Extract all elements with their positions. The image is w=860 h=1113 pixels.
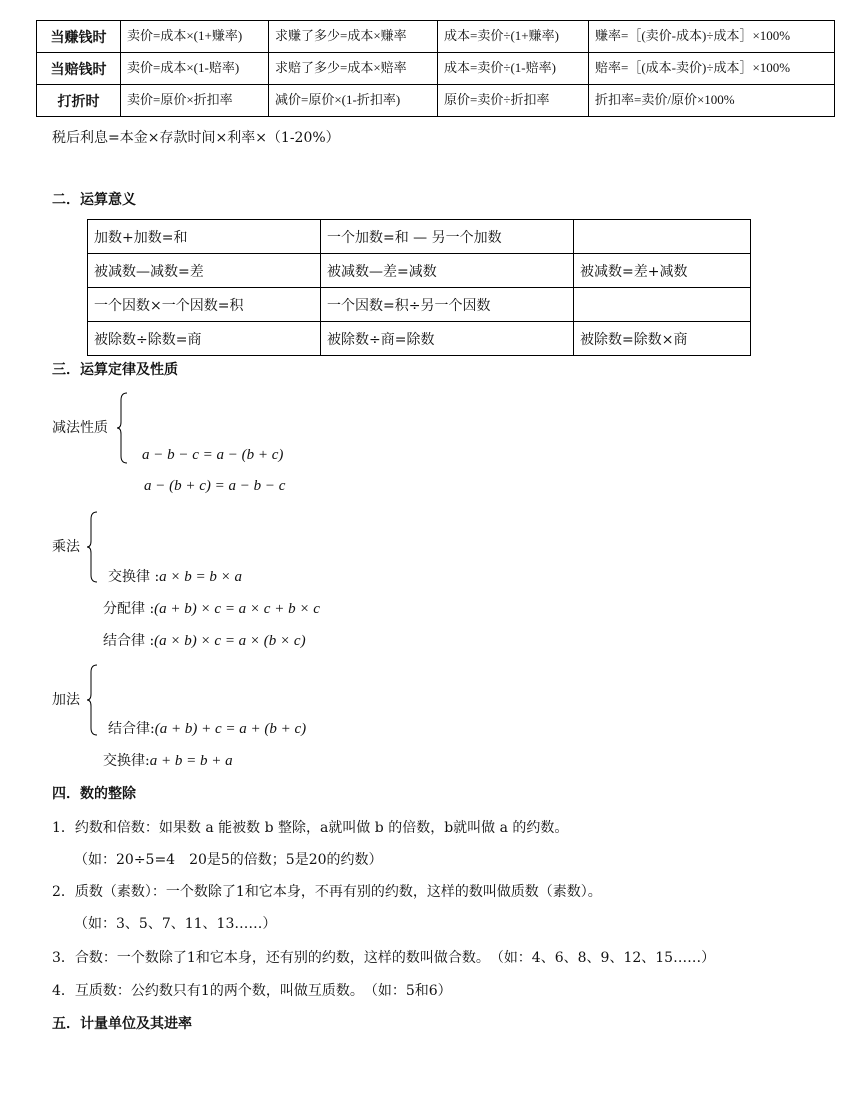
table-row	[88, 322, 751, 356]
table-cell: 一个因数×一个因数=积	[88, 288, 321, 322]
section-heading: 三．运算定律及性质	[52, 362, 178, 378]
table-cell: 赔率=［(成本-卖价)÷成本］×100%	[589, 53, 835, 85]
table-cell: 被减数—差=减数	[321, 254, 574, 288]
paragraph-line: （如：20÷5=4 20是5的倍数；5是20的约数）	[74, 852, 383, 868]
table-cell: 卖价=成本×(1+赚率)	[121, 21, 269, 53]
law-line: 交换律 :a × b = b × a	[108, 569, 243, 585]
law-formula: a + b = b + a	[149, 753, 233, 769]
law-name: 结合律	[108, 721, 150, 737]
section-heading: 四．数的整除	[52, 786, 136, 802]
table-cell: 被减数=差+减数	[574, 254, 751, 288]
left-brace-icon	[116, 392, 128, 464]
law-line: 交换律:a + b = b + a	[103, 753, 233, 769]
left-brace-icon	[86, 511, 98, 583]
table-cell: 赚率=［(卖价-成本)÷成本］×100%	[589, 21, 835, 53]
law-name: 交换律	[103, 753, 145, 769]
table-cell: 被除数÷商=除数	[321, 322, 574, 356]
row-header: 打折时	[37, 85, 121, 117]
table-row	[88, 220, 751, 254]
row-header: 当赔钱时	[37, 53, 121, 85]
table-row	[37, 85, 835, 117]
row-header: 当赚钱时	[37, 21, 121, 53]
section-heading: 五．计量单位及其进率	[52, 1016, 192, 1032]
law-line: 结合律:(a + b) + c = a + (b + c)	[108, 721, 307, 737]
profit-formula-table	[36, 20, 835, 117]
table-cell: 被除数÷除数=商	[88, 322, 321, 356]
table-cell	[574, 220, 751, 254]
table-cell: 卖价=原价×折扣率	[121, 85, 269, 117]
table-cell: 减价=原价×(1-折扣率)	[269, 85, 438, 117]
law-formula: (a + b) + c = a + (b + c)	[154, 721, 307, 737]
table-row	[37, 53, 835, 85]
table-cell	[574, 288, 751, 322]
paragraph-line: 1．约数和倍数：如果数 a 能被数 b 整除，a就叫做 b 的倍数，b就叫做 a 的约数。	[52, 820, 569, 836]
table-cell: 被除数=除数×商	[574, 322, 751, 356]
table-cell: 求赚了多少=成本×赚率	[269, 21, 438, 53]
table-cell: 一个加数=和 — 另一个加数	[321, 220, 574, 254]
left-brace-icon	[86, 664, 98, 736]
after-tax-interest-formula: 税后利息=本金×存款时间×利率×（1-20%）	[52, 130, 340, 146]
paragraph-line: 4．互质数：公约数只有1的两个数，叫做互质数。 （如：5和6）	[52, 983, 452, 999]
law-line: 分配律 :(a + b) × c = a × c + b × c	[103, 601, 320, 617]
table-row	[88, 288, 751, 322]
law-formula: a × b = b × a	[159, 569, 243, 585]
table-cell: 被减数—减数=差	[88, 254, 321, 288]
table-row	[37, 21, 835, 53]
law-name: 分配律	[103, 601, 145, 617]
table-row	[88, 254, 751, 288]
paragraph-line: 3．合数：一个数除了1和它本身，还有别的约数，这样的数叫做合数。 （如：4、6、8、9、12、15……）	[52, 950, 716, 966]
law-formula: (a × b) × c = a × (b × c)	[154, 633, 306, 649]
law-name: 交换律	[108, 569, 150, 585]
table-cell: 一个因数=积÷另一个因数	[321, 288, 574, 322]
subtraction-formula: a − b − c = a − (b + c)	[142, 447, 284, 463]
operation-meaning-table	[87, 219, 751, 356]
law-line: 结合律 :(a × b) × c = a × (b × c)	[103, 633, 306, 649]
paragraph-line: （如：3、5、7、11、13……）	[74, 916, 277, 932]
addition-label: 加法	[52, 692, 80, 708]
table-cell: 加数+加数=和	[88, 220, 321, 254]
table-cell: 卖价=成本×(1-赔率)	[121, 53, 269, 85]
table-cell: 折扣率=卖价/原价×100%	[589, 85, 835, 117]
table-cell: 成本=卖价÷(1+赚率)	[438, 21, 589, 53]
law-name: 结合律	[103, 633, 145, 649]
table-cell: 求赔了多少=成本×赔率	[269, 53, 438, 85]
paragraph-line: 2．质数（素数）：一个数除了1和它本身，不再有别的约数，这样的数叫做质数（素数）。	[52, 884, 602, 900]
subtraction-formula: a − (b + c) = a − b − c	[144, 478, 286, 494]
table-cell: 成本=卖价÷(1-赔率)	[438, 53, 589, 85]
section-heading: 二．运算意义	[52, 192, 136, 208]
subtraction-label: 减法性质	[52, 420, 108, 436]
multiplication-label: 乘法	[52, 539, 80, 555]
table-cell: 原价=卖价÷折扣率	[438, 85, 589, 117]
law-formula: (a + b) × c = a × c + b × c	[154, 601, 320, 617]
